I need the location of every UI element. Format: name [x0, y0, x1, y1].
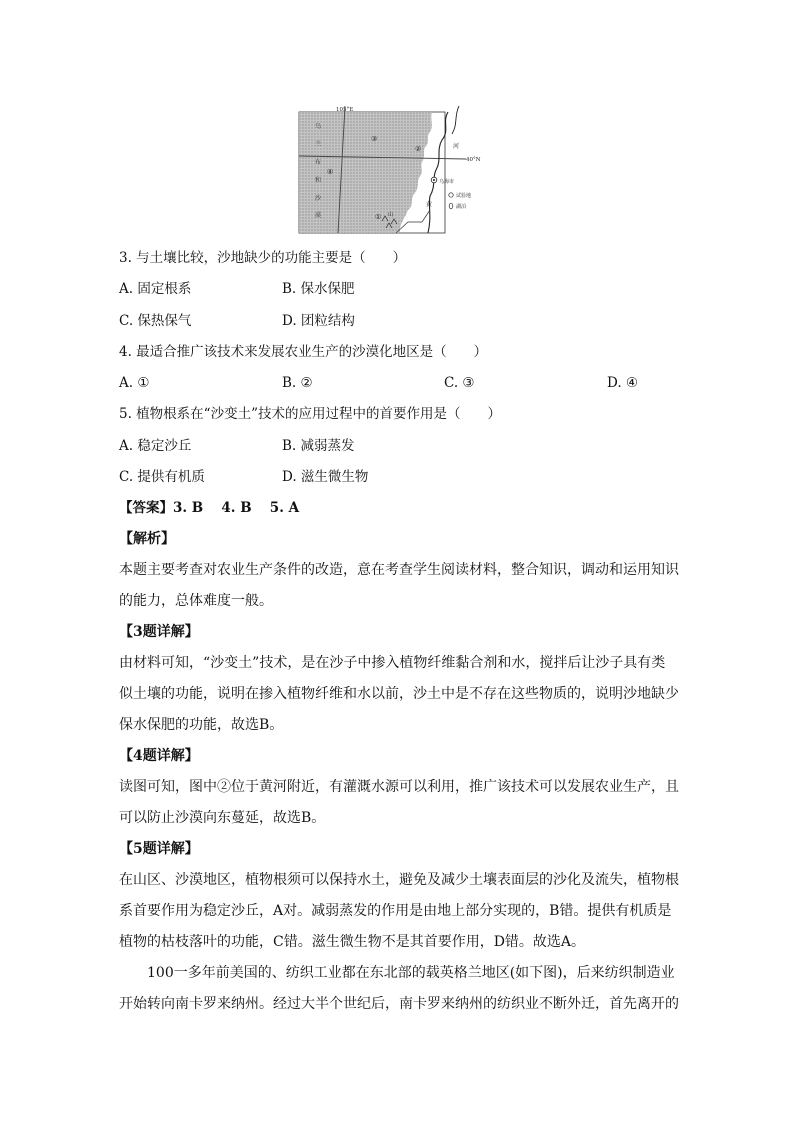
marker-4: ④ [327, 168, 334, 176]
q5-option-a: A. 稳定沙丘 [119, 438, 192, 454]
marker-3: ③ [371, 135, 378, 143]
detail-3-line: 似土壤的功能，说明在掺入植物纤维和水以前，沙土中是不存在这些物质的，说明沙地缺少 [119, 686, 679, 702]
svg-text:乌: 乌 [315, 123, 322, 130]
q5-option-c: C. 提供有机质 [119, 469, 205, 485]
detail-5-line: 在山区、沙漠地区，植物根须可以保持水土，避免及减少土壤表面层的沙化及流失，植物根 [119, 872, 679, 888]
svg-text:漠: 漠 [315, 212, 322, 219]
q5-option-b: B. 减弱蒸发 [282, 438, 355, 454]
next-material-line: 开始转向南卡罗来纳州。经过大半个世纪后，南卡罗来纳州的纺织业不断外迁，首先离开的 [119, 996, 679, 1012]
desert-map-figure [296, 106, 484, 234]
detail-5-heading: 【5题详解】 [119, 841, 199, 857]
marker-2: ② [415, 145, 422, 153]
analysis-line: 本题主要考查对农业生产条件的改造，意在考查学生阅读材料，整合知识，调动和运用知识 [119, 562, 679, 578]
analysis-block [119, 524, 679, 1020]
detail-3-line: 由材料可知，“沙变土”技术，是在沙子中掺入植物纤维黏合剂和水，搅拌后让沙子具有类 [119, 655, 666, 671]
analysis-heading: 【解析】 [119, 531, 175, 547]
answer-key: 【答案】3. B 4. B 5. A [119, 500, 300, 516]
next-material-line: 100一多年前美国的、纺织工业都在东北部的载英格兰地区(如下图)，后来纺织制造业 [147, 965, 675, 981]
legend-lake-symbol [449, 203, 453, 209]
detail-3-line: 保水保肥的功能，故选B。 [119, 717, 284, 733]
river-label: 河 [453, 143, 460, 150]
lat-label: 40°N [466, 157, 481, 163]
detail-4-line: 读图可知，图中②位于黄河附近，有灌溉水源可以利用，推广该技术可以发展农业生产，且 [119, 779, 679, 795]
q4-option-a: A. ① [119, 375, 150, 391]
detail-3-heading: 【3题详解】 [119, 624, 199, 640]
legend-test-site-label: 试验地 [456, 193, 472, 199]
q3-option-d: D. 团粒结构 [282, 313, 355, 329]
svg-text:兰: 兰 [315, 141, 322, 148]
legend-lake-label: 湖泊 [456, 204, 467, 210]
q3-option-a: A. 固定根系 [119, 281, 192, 297]
q5-stem: 5. 植物根系在“沙变土”技术的应用过程中的首要作用是（ ） [119, 406, 501, 422]
shan-label: 山 [388, 212, 394, 218]
q3-option-c: C. 保热保气 [119, 313, 192, 329]
detail-5-line: 植物的枯枝落叶的功能，C错。滋生微生物不是其首要作用，D错。故选A。 [119, 934, 586, 950]
city-label: 乌海市 [439, 179, 455, 185]
svg-text:和: 和 [315, 177, 322, 184]
detail-4-heading: 【4题详解】 [119, 748, 199, 764]
svg-text:布: 布 [315, 159, 322, 166]
detail-5-line: 系首要作用为稳定沙丘，A对。减弱蒸发的作用是由地上部分实现的，B错。提供有机质是 [119, 903, 672, 919]
huang-label: 黄 [426, 201, 433, 208]
analysis-line: 的能力，总体难度一般。 [119, 593, 273, 609]
q5-option-d: D. 滋生微生物 [282, 469, 369, 485]
q4-stem: 4. 最适合推广该技术来发展农业生产的沙漠化地区是（ ） [119, 344, 488, 360]
q3-option-b: B. 保水保肥 [282, 281, 355, 297]
q4-option-b: B. ② [282, 375, 313, 391]
q4-option-c: C. ③ [444, 375, 475, 391]
marker-1: ① [375, 213, 382, 221]
q4-option-d: D. ④ [607, 375, 639, 391]
legend-test-site-symbol [449, 193, 453, 197]
lon-label: 105°E [336, 107, 354, 113]
svg-text:沙: 沙 [315, 195, 322, 202]
q3-stem: 3. 与土壤比较，沙地缺少的功能主要是（ ） [119, 250, 407, 266]
detail-4-line: 可以防止沙漠向东蔓延，故选B。 [119, 810, 326, 826]
river-branch [452, 106, 459, 134]
